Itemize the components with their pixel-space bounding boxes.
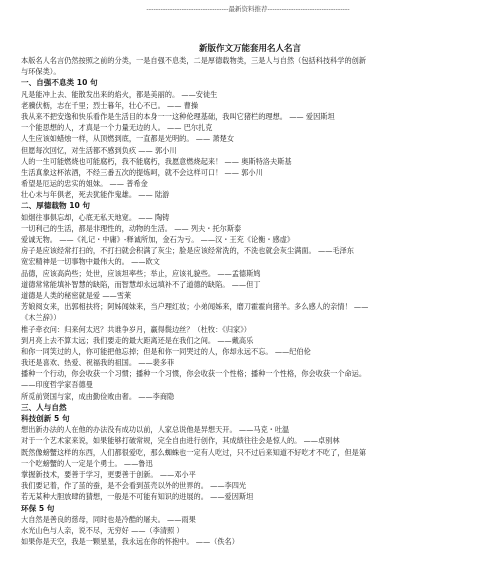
text-line: 宽宏精神是一切事物中最伟大的。 ——欧文 [21, 257, 160, 267]
text-line: 椎子牵衣问：归来何太迟？共谁争岁月，赢得鬓边丝？（杜牧：《归家》） [21, 324, 251, 334]
text-line: 人生应该如蜡烛一样，从顶燃到底，一直都是光明的。 —— 萧楚女 [21, 134, 235, 144]
text-line: 对于一个艺术家来说，如果能够打破常规，完全自由进行创作，其成绩往往会是惊人的。 ——卓别林 [21, 436, 340, 446]
text-line: 爱诚无物。 ——《礼记・中庸》-释诚所加，金石为亏。 ——汉・王充《论衡・感虚》 [21, 235, 295, 244]
text-line: 如烟往事俱忘却，心底无私天地宽。 —— 陶铸 [21, 212, 170, 222]
text-line: 我从来不把安逸和快乐看作是生活目的本身一一这种伦理基础，我叫它猪栏的理想。 —— 爱因斯坦 [21, 111, 335, 121]
text-line: 人的一生可能燃烧也可能腐朽，我不能腐朽，我愿意燃烧起来！ —— 奥斯特洛夫斯基 [21, 156, 292, 166]
text-line: 既然像螃蟹这样的东西，人们都很爱吃，那么蜘蛛也一定有人吃过，只不过后来知道不好吃才不吃了，但是第 [21, 447, 367, 457]
text-line: 道德常常能填补智慧的缺陷，而智慧却永远填补不了道德的缺陷。 ——但丁 [21, 279, 261, 289]
text-line: 凡是能冲上去、能散发出来的焰火，都是美丽的。 ——安徒生 [21, 89, 218, 99]
text-line: 本版名人名言仍然按照之前的分类，一是自强不息类，二是厚德载物类，三是人与自然（包括科技科学的创新 [21, 56, 367, 65]
text-line: 品德，应该高尚些；处世，应该坦率些；举止，应该礼貌些。 ——孟德斯鸠 [21, 268, 261, 278]
text-line: 但愿每次回忆，对生活都不感到负疚 —— 郭小川 [21, 145, 177, 155]
section-heading: 科技创新 5 句 [21, 414, 70, 423]
top-banner: -----------------------------------最新资料推荐----------------------------------- [146, 5, 350, 13]
text-line: 一切利己的生活，都是非理性的，动物的生活。 —— 列夫・托尔斯泰 [21, 223, 242, 233]
text-line: 若无某种大胆放肆的猜想，一般是不可能有知识的进展的。 ——爱因斯坦 [21, 492, 254, 502]
text-line: 壮心未与年俱老，死去犹能作鬼雄。 —— 陆游 [21, 190, 170, 200]
text-line: 大自然是善良的慈母，同时也是冷酷的屠夫。 ——雨果 [21, 514, 196, 524]
text-line: 到月亮上去不算太远；我们要走的最大距离还是在我们之间。 ——戴高乐 [21, 335, 254, 345]
text-line: 房子是应该经常打扫的，不打扫就会积满了灰尘；脸是应该经常洗的，不洗也就会灰尘满面。 ——毛泽东 [21, 246, 354, 256]
text-line: 生活真象这杯浓酒，不经三番五次的提炼呵，就不会这样可口！ —— 郭小川 [21, 167, 263, 177]
text-line: 道德是人类的秘密就是爱 ——雪莱 [21, 290, 132, 300]
text-line: 播种一个行动，你会收获一个习惯；播种一个习惯，你会收获一个性格；播种一个性格，你会收获一个命运。 [21, 369, 367, 379]
section-heading: 三、人与自然 [21, 402, 67, 412]
text-line: 与环保类）。 [21, 67, 61, 77]
section-heading: 二、厚德载物 10 句 [21, 201, 91, 211]
text-line: 希望是厄运的忠实的姐妹。 —— 普希金 [21, 179, 148, 189]
text-line: 一个能思想的人，才真是一个力量无边的人。 —— 巴尔扎克 [21, 123, 213, 133]
text-line: 所觅前贤国与家，成由勤俭败由奢。 ——李商隐 [21, 391, 175, 401]
text-line: 《木兰辞》） [21, 313, 61, 323]
text-line: 掌握新技术，要善于学习，更要善于创新。 ——邓小平 [21, 469, 196, 479]
text-line: 想出新办法的人在他的办法没有成功以前，人家总说他是异想天开。 ——马克・吐温 [21, 425, 290, 435]
text-line: 我们要记着，作了茧的蚕，是不会看到茧壳以外的世界的。 ——李四光 [21, 481, 247, 491]
section-heading: 一、自强不息类 10 句 [21, 78, 98, 88]
document-title: 新版作文万能套用名人名言 [198, 44, 301, 54]
text-line: 我还是喜欢、热爱、祝福我的祖国。 ——裴多菲 [21, 358, 175, 368]
text-line: 芳娘阅女来，出郭相扶将；阿姊闻妹来，当户理红妆；小弟闻姊来，磨刀霍霍向猪羊。多么感人的亲情！ —— [21, 302, 369, 312]
text-line: 老骥伏枥，志在千里；烈士暮年，壮心不已。 —— 曹操 [21, 100, 199, 110]
text-line: ——印度哲学家吾德曼 [21, 380, 93, 390]
text-line: 和你一同笑过的人，你可能把他忘掉；但是和你一同哭过的人，你却永远不忘。 ——纪伯伦 [21, 346, 311, 356]
text-line: 一个吃螃蟹的人一定是个勇士。 ——鲁迅 [21, 458, 153, 468]
section-heading: 环保 5 句 [21, 503, 55, 513]
text-line: 如果你是天空，我是一颗星星，我永远在你的怀抱中。 ——（佚名） [21, 537, 239, 547]
document-body [21, 55, 489, 547]
text-line: 水光山色与人亲，说不尽，无穷好 ——（李清照 ） [21, 525, 184, 535]
